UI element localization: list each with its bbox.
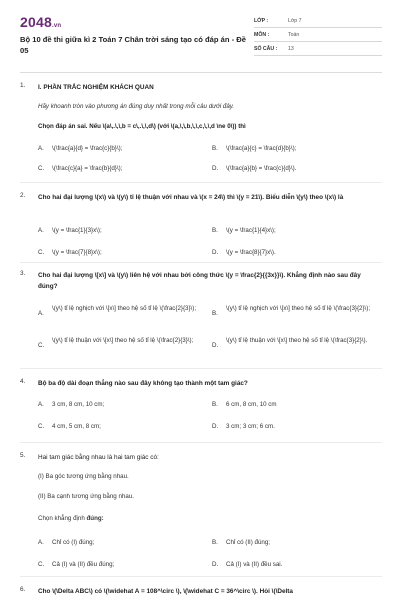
- question-stem: Cho hai đại lượng \(x\) và \(y\) tỉ lệ thuận với nhau và \(x = 24\) thì \(y = 21\). Biểu diễn \(y\) theo \(x\) là: [38, 194, 344, 201]
- exam-meta-table: [254, 14, 382, 56]
- question-divider: [20, 262, 382, 263]
- question-divider: [20, 368, 382, 369]
- question-number: 6.: [20, 586, 26, 593]
- section-heading: I. PHẦN TRẮC NGHIỆM KHÁCH QUAN: [38, 84, 154, 91]
- question-stem: Bộ ba độ dài đoạn thẳng nào sau đây không tạo thành một tam giác?: [38, 380, 248, 387]
- question-number: 1.: [20, 82, 26, 89]
- statement-2: (II) Ba cạnh tương ứng bằng nhau.: [38, 493, 134, 500]
- header-divider: [20, 72, 382, 73]
- statement-1: (I) Ba góc tương ứng bằng nhau.: [38, 473, 129, 480]
- question-stem: Chọn đáp án sai. Nếu \(a\,.\,\,b = c\,.\,\,d\) (với \(a,\,\,b,\,\,c,\,\,d \ne 0\)) thì: [38, 123, 246, 130]
- question-number: 5.: [20, 452, 26, 459]
- document-header: [20, 14, 382, 66]
- question-divider: [20, 576, 382, 577]
- question-number: 4.: [20, 378, 26, 385]
- question-instruction: Hãy khoanh tròn vào phương án đúng duy nhất trong mỗi câu dưới đây.: [38, 103, 235, 110]
- question-divider: [20, 442, 382, 443]
- page-title: Bộ 10 đề thi giữa kì 2 Toán 7 Chân trời sáng tạo có đáp án - Đề 05: [20, 35, 246, 55]
- meta-row-class: LỚP : Lớp 7: [254, 14, 382, 28]
- question-number: 3.: [20, 270, 26, 277]
- document-page: 2048.vn Bộ 10 đề thi giữa kì 2 Toán 7 Chân trời sáng tạo có đáp án - Đề 05 LỚP : Lớp 7 MÔN : Toán SỐ CÂU : 13 1. I. PHẦN TRẮC NGHIỆM KHÁCH QUAN Hãy khoanh tròn vào phương án đúng duy nhất trong mỗi câu dưới đây. Chọn đáp án sai. Nếu \(a\,.\,\,b = c\,.\,\,d\) (với \(a,\,\,b,\,\,c,\,\,d \ne 0\)) thì A. \(\frac{a}{d} = \frac{c}{b}\); B. \(\frac{a}{c} = \frac{d}{b}\); C. \(\frac{c}{a} = \frac{b}{d}\); D. \(\frac{a}{b} = \frac{c}{d}\). 2. Cho hai đại lượng \(x\) và \(y\) tỉ lệ thuận với nhau và \(x = 24\) thì \(y = 21\). Biểu diễn \(y\) theo \(x\) là A. \(y = \frac{1}{3}x\); B. \(y = \frac{1}{4}x\); C. \(y = \frac{7}{8}x\); D. \(y = \frac{8}{7}x\). 3. Cho hai đại lượng \[x\] và \(y\) liên hệ với nhau bởi công thức \(y = \frac{2}{{3x}}\). Khẳng định nào sau đây đúng? A. \(y\) tỉ lệ nghịch với \[x\] theo hệ số tỉ lệ \(\frac{2}{3}\); B. \(y\) tỉ lệ nghịch với \[x\] theo hệ số tỉ lệ \(\frac{3}{2}\); C. \(y\) tỉ lệ thuận với \[x\] theo hệ số tỉ lệ \(\frac{2}{3}\); D. \(y\) tỉ lệ thuận với \[x\] theo hệ số tỉ lệ \(\frac{3}{2}\). 4. Bộ ba độ dài đoạn thẳng nào sau đây không tạo thành một tam giác? A. 3 cm, 8 cm, 10 cm; B. 6 cm, 8 cm, 10 cm C. 4 cm, 5 cm, 8 cm; D. 3 cm; 3 cm; 6 cm. 5. Hai tam giác bằng nhau là hai tam giác có: (I) Ba góc tương ứng bằng nhau. (II) Ba cạnh tương ứng bằng nhau. Chọn khẳng định đúng: A. Chỉ có (I) đúng; B. Chỉ có (II) đúng; C. Cả (I) và (II) đều đúng; D. Cả (I) và (II) đều sai. 6. Cho \(\Delta ABC\) có \(\widehat A = 108^\circ \), \(\widehat C = 36^\circ \). Hỏi \(\Delta: [0, 0, 400, 600]
- meta-row-subject: MÔN : Toán: [254, 28, 382, 42]
- question-divider: [20, 182, 382, 183]
- question-stem: Cho \(\Delta ABC\) có \(\widehat A = 108^\circ \), \(\widehat C = 36^\circ \). Hỏi \(\Delta: [38, 588, 293, 595]
- meta-row-question-count: SỐ CÂU : 13: [254, 42, 382, 56]
- choose-instruction: Chọn khẳng định đúng:: [38, 515, 104, 522]
- site-logo[interactable]: 2048.vn: [20, 14, 62, 30]
- question-number: 2.: [20, 192, 26, 199]
- question-stem: Cho hai đại lượng \[x\] và \(y\) liên hệ với nhau bởi công thức \(y = \frac{2}{{3x}}\). Khẳng định nào sau đây đúng?: [38, 272, 361, 290]
- question-stem: Hai tam giác bằng nhau là hai tam giác có:: [38, 454, 159, 461]
